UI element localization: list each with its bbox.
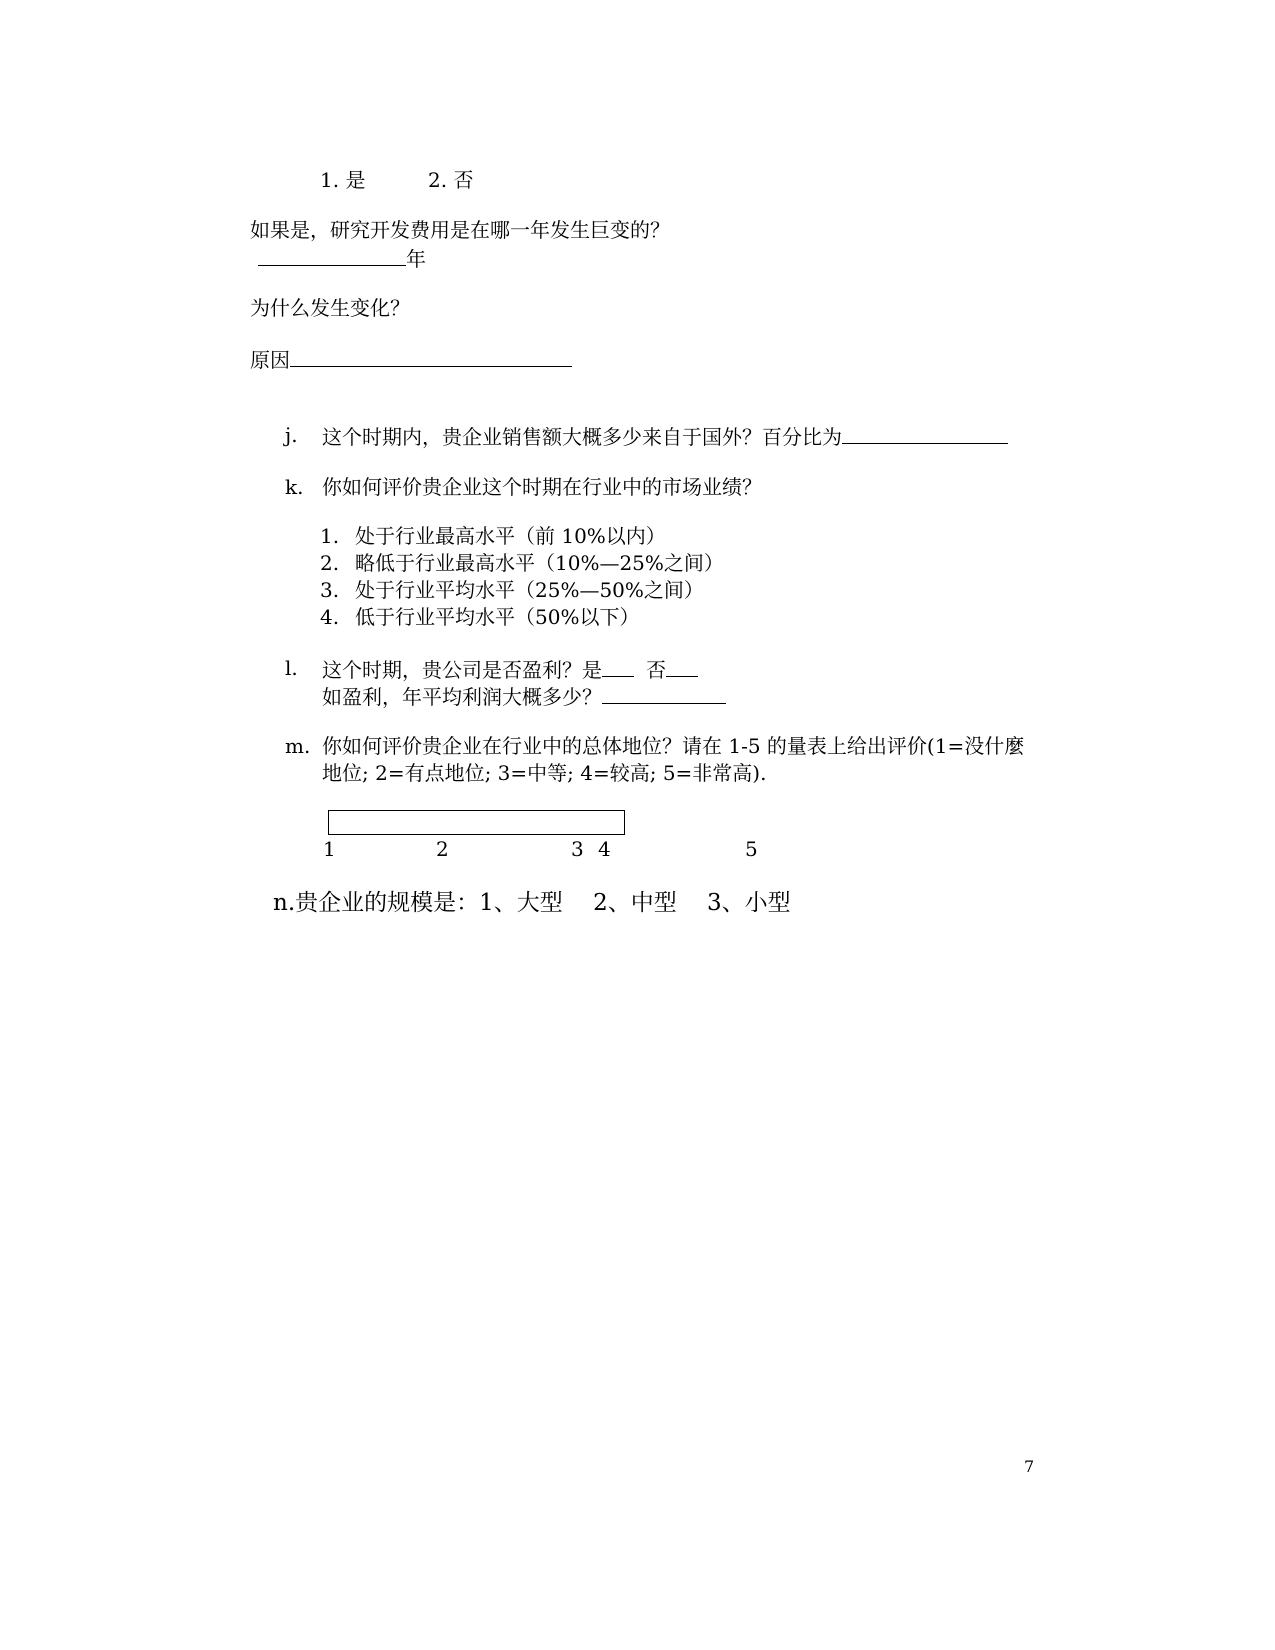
- reason-blank[interactable]: [290, 348, 572, 367]
- year-suffix: 年: [406, 247, 426, 271]
- rd-year-row: [258, 247, 426, 269]
- rd-change-question: 如果是，研究开发费用是在哪一年发生巨变的？: [250, 218, 670, 242]
- k-option-1-num: 1.: [320, 524, 340, 548]
- question-j-label: j.: [285, 423, 298, 447]
- scale-label-2: 2: [436, 837, 449, 861]
- question-m-line-1: 你如何评价贵企业在行业中的总体地位？请在 1-5 的量表上给出评价(1=没什麼: [322, 734, 1025, 758]
- k-option-4-num: 4.: [320, 605, 340, 629]
- year-blank[interactable]: [258, 247, 406, 266]
- option-yes: 1. 是: [320, 168, 366, 192]
- reason-row: [250, 348, 572, 370]
- k-option-2-num: 2.: [320, 551, 340, 575]
- scale-label-3: 3: [571, 837, 584, 861]
- rating-scale-box[interactable]: [328, 810, 625, 835]
- question-k-text: 你如何评价贵企业这个时期在行业中的市场业绩？: [322, 475, 762, 499]
- profit-yes-blank[interactable]: [602, 658, 634, 677]
- foreign-percent-blank[interactable]: [842, 425, 1008, 444]
- question-l-text: 这个时期，贵公司是否盈利？是: [322, 658, 602, 682]
- question-m-label: m.: [285, 734, 311, 758]
- page-number: 7: [1024, 1457, 1035, 1476]
- reason-label: 原因: [250, 348, 290, 372]
- scale-label-4: 4: [598, 837, 611, 861]
- profit-no-blank[interactable]: [666, 658, 698, 677]
- option-no: 2. 否: [428, 168, 474, 192]
- k-option-4-text: 低于行业平均水平（50%以下）: [355, 605, 640, 629]
- k-option-3-num: 3.: [320, 578, 340, 602]
- question-j-text: 这个时期内，贵企业销售额大概多少来自于国外？百分比为: [322, 425, 842, 449]
- question-l-row-1: [322, 658, 698, 680]
- question-k-label: k.: [285, 475, 304, 499]
- k-option-3-text: 处于行业平均水平（25%—50%之间）: [355, 578, 704, 602]
- why-question: 为什么发生变化？: [250, 296, 410, 320]
- question-j-row: [322, 425, 1008, 447]
- scale-label-5: 5: [745, 837, 758, 861]
- question-l-profit-text: 如盈利，年平均利润大概多少？: [322, 685, 602, 709]
- profit-no-label: 否: [646, 658, 666, 682]
- question-m-line-2: 地位; 2=有点地位; 3=中等; 4=较高; 5=非常高).: [322, 761, 767, 785]
- scale-label-1: 1: [323, 837, 336, 861]
- k-option-1-text: 处于行业最高水平（前 10%以内）: [355, 524, 666, 548]
- avg-profit-blank[interactable]: [602, 685, 726, 704]
- question-l-label: l.: [285, 656, 298, 680]
- question-l-row-2: [322, 685, 726, 707]
- question-n-text: n.贵企业的规模是：1、大型 2、中型 3、小型: [273, 890, 791, 916]
- k-option-2-text: 略低于行业最高水平（10%—25%之间）: [355, 551, 724, 575]
